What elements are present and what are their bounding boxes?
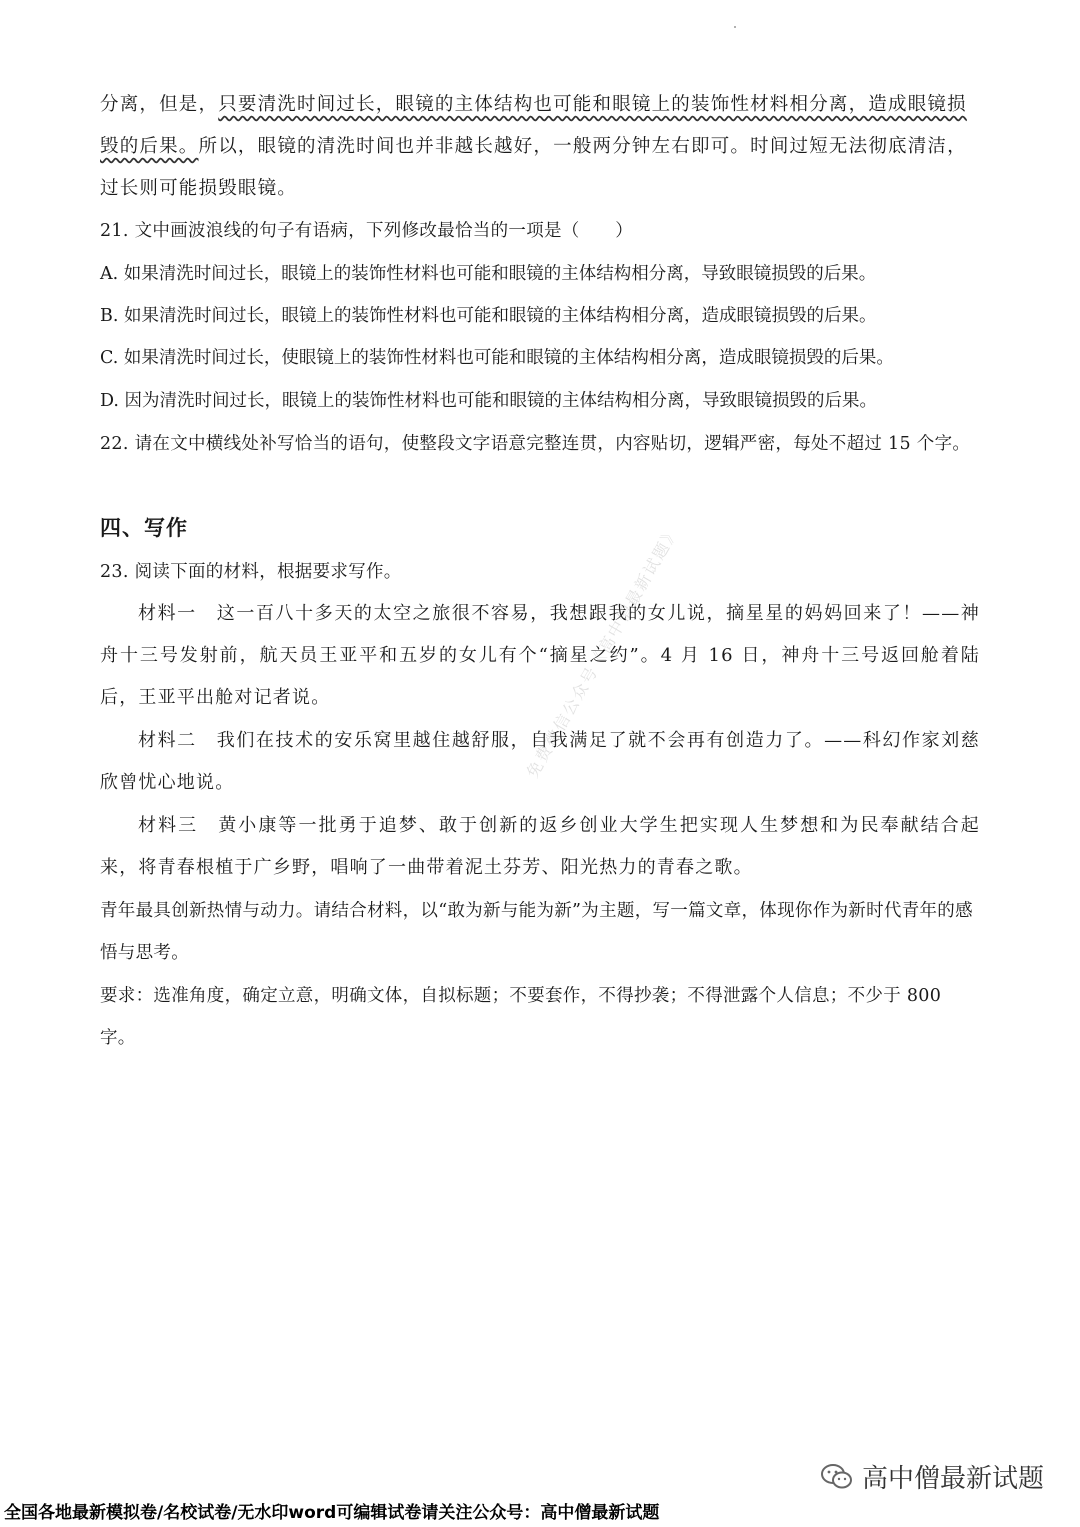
question-23-stem: 23. 阅读下面的材料，根据要求写作。 [100,562,402,582]
watermark: 免费微信公众号《高中僧最新试题》 [522,522,684,781]
brand-name: 高中僧最新试题 [861,1464,1044,1494]
wechat-icon [820,1462,854,1492]
option-d: D. 因为清洗时间过长，眼镜上的装饰性材料也可能和眼镜的主体结构相分离，导致眼镜损毁的后果。 [100,391,878,411]
brand-mark [820,1458,1044,1495]
passage-paragraph [100,84,980,210]
question-21-stem: 21. 文中画波浪线的句子有语病，下列修改最恰当的一项是（ ） [100,221,633,241]
material-3-tag: 材料三 [138,815,199,836]
writing-prompt: 青年最具创新热情与动力。请结合材料，以“敢为新与能为新”为主题，写一篇文章，体现你作为新时代青年的感悟与思考。 [100,901,973,963]
option-a: A. 如果清洗时间过长，眼镜上的装饰性材料也可能和眼镜的主体结构相分离，导致眼镜损毁的后果。 [100,264,877,284]
material-3 [100,805,980,889]
passage-text-start: 分离，但是， [100,94,219,115]
footer-notice: 全国各地最新模拟卷/名校试卷/无水印word可编辑试卷请关注公众号：高中僧最新试题 [4,1503,660,1523]
section-title-writing: 四、写作 [100,516,188,540]
option-b: B. 如果清洗时间过长，眼镜上的装饰性材料也可能和眼镜的主体结构相分离，造成眼镜损毁的后果。 [100,306,877,326]
material-1-tag: 材料一 [138,603,197,624]
wavy-underlined-sentence: 只要清洗时间过长，眼镜的主体结构也可能和眼镜上的装饰性材料相分离，造成眼镜损毁的后果。 [100,94,967,157]
material-2-tag: 材料二 [138,730,197,751]
material-1-text: 这一百八十多天的太空之旅很不容易，我想跟我的女儿说，摘星星的妈妈回来了！——神舟十三号发射前，航天员王亚平和五岁的女儿有个“摘星之约”。4 月 16 日，神舟十三号返回舱着陆后，王亚平出舱对记者说。 [100,603,981,708]
material-3-text: 黄小康等一批勇于追梦、敢于创新的返乡创业大学生把实现人生梦想和为民奉献结合起来，将青春根植于广乡野，唱响了一曲带着泥土芬芳、阳光热力的青春之歌。 [100,815,980,878]
question-22-stem: 22. 请在文中横线处补写恰当的语句，使整段文字语意完整连贯，内容贴切，逻辑严密，每处不超过 15 个字。 [100,434,971,454]
material-1 [100,593,980,719]
writing-requirement: 要求：选准角度，确定立意，明确文体，自拟标题；不要套作，不得抄袭；不得泄露个人信息；不少于 800 字。 [100,986,942,1048]
material-2-text: 我们在技术的安乐窝里越住越舒服，自我满足了就不会再有创造力了。——科幻作家刘慈欣曾忧心地说。 [100,730,981,793]
scan-dot [734,26,736,28]
passage-text-end: 所以，眼镜的清洗时间也并非越长越好，一般两分钟左右即可。时间过短无法彻底清洁，过长则可能损毁眼镜。 [100,136,967,199]
option-c: C. 如果清洗时间过长，使眼镜上的装饰性材料也可能和眼镜的主体结构相分离，造成眼镜损毁的后果。 [100,348,894,368]
